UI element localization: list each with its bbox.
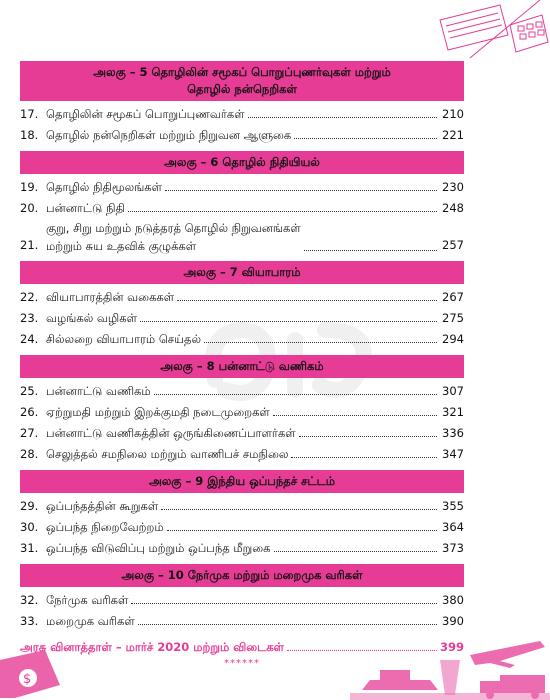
dot-leader (294, 138, 437, 139)
page-number: 390 (442, 614, 464, 628)
chapter-number: 33. (20, 614, 39, 628)
dot-leader (131, 603, 437, 604)
chapter-title: பன்னாட்டு வணிகம் (46, 384, 151, 398)
chapter-title: வழங்கல் வழிகள் (46, 311, 137, 325)
chapter-title: மறைமுக வரிகள் (46, 614, 135, 628)
page-number: 257 (442, 238, 464, 252)
page-number: 399 (440, 640, 465, 654)
page-number: 275 (442, 311, 464, 325)
unit-header (20, 355, 464, 378)
chapter-number: 18. (20, 128, 39, 142)
exam-paper-title: அரசு வினாத்தாள் – மார்ச் 2020 மற்றும் விடைகள் (20, 640, 285, 654)
table-of-contents (20, 55, 464, 669)
dot-leader (167, 530, 437, 531)
chapter-title (46, 219, 301, 255)
chapter-number: 31. (20, 541, 39, 555)
dot-leader (154, 394, 437, 395)
exam-paper-row[interactable] (20, 637, 464, 657)
unit-header (20, 151, 464, 174)
chapter-row[interactable] (20, 381, 464, 401)
chapter-row[interactable] (20, 177, 464, 197)
unit-title-line: அலகு – 5 தொழிலின் சமூகப் பொறுப்புணர்வுகள் மற்றும் (93, 65, 391, 79)
dot-leader (304, 250, 437, 251)
chapter-title: ஒப்பந்த விடுவிப்பு மற்றும் ஒப்பந்த மீறுகை (46, 541, 271, 555)
chapter-row[interactable] (20, 329, 464, 349)
chapter-number: 25. (20, 384, 39, 398)
chapter-number: 29. (20, 499, 39, 513)
unit-title-line: அலகு – 7 வியாபாரம் (183, 265, 301, 279)
dot-leader (273, 415, 437, 416)
chapter-title: பன்னாட்டு நிதி (46, 201, 125, 215)
chapter-number: 28. (20, 447, 39, 461)
unit-header (20, 61, 464, 101)
page-number: 248 (442, 201, 464, 215)
chapter-row[interactable] (20, 444, 464, 464)
page-number: 336 (442, 426, 464, 440)
dot-leader (299, 436, 437, 437)
dot-leader (161, 509, 437, 510)
page-number: 294 (442, 332, 464, 346)
chapter-number: 32. (20, 593, 39, 607)
end-stars: ****** (224, 658, 260, 669)
chapter-number: 22. (20, 290, 39, 304)
chapter-title: தொழில் நிதிமூலங்கள் (46, 180, 163, 194)
dot-leader (287, 650, 437, 651)
unit-header (20, 564, 464, 587)
unit-title-line: தொழில் நன்நெறிகள் (187, 82, 297, 96)
chapter-number: 17. (20, 107, 39, 121)
chapter-row[interactable] (20, 517, 464, 537)
dot-leader (128, 211, 437, 212)
dot-leader (138, 624, 437, 625)
chapter-title: தொழில் நன்நெறிகள் மற்றும் நிறுவன ஆளுகை (46, 128, 292, 142)
dot-leader (248, 117, 437, 118)
chapter-number: 19. (20, 180, 39, 194)
chapter-number: 30. (20, 520, 39, 534)
page-number: 307 (442, 384, 464, 398)
chapter-row[interactable] (20, 611, 464, 631)
svg-text:$: $ (23, 672, 32, 687)
page-number: 210 (442, 107, 464, 121)
page-number: 347 (442, 447, 464, 461)
chapter-title: நேர்முக வரிகள் (46, 593, 129, 607)
chapter-number: 20. (20, 201, 39, 215)
chapter-row[interactable] (20, 198, 464, 218)
chapter-row[interactable] (20, 308, 464, 328)
chapter-row[interactable] (20, 125, 464, 145)
dot-leader (177, 300, 437, 301)
page-number: 221 (442, 128, 464, 142)
chapter-row[interactable] (20, 496, 464, 516)
chapter-title: ஒப்பந்தத்தின் கூறுகள் (46, 499, 159, 513)
chapter-title: பன்னாட்டு வணிகத்தின் ஒருங்கிணைப்பாளர்கள் (46, 426, 296, 440)
dot-leader (204, 342, 437, 343)
unit-header (20, 261, 464, 284)
chapter-number: 24. (20, 332, 39, 346)
chapter-title: ஏற்றுமதி மற்றும் இறக்குமதி நடைமுறைகள் (46, 405, 270, 419)
chapter-row[interactable] (20, 402, 464, 422)
chapter-title-line: குறு, சிறு மற்றும் நடுத்தரத் தொழில் நிறுவனங்கள் (46, 221, 301, 235)
dot-leader (165, 190, 437, 191)
unit-title-line: அலகு – 6 தொழில் நிதியியல் (164, 155, 320, 169)
unit-title-line: அலகு – 9 இந்திய ஒப்பந்தச் சட்டம் (148, 474, 335, 488)
chapter-title: சில்லறை வியாபாரம் செய்தல் (46, 332, 202, 346)
chapter-title: செலுத்தல் சமநிலை மற்றும் வாணிபச் சமநிலை (46, 447, 289, 461)
page-number: 321 (442, 405, 464, 419)
unit-title-line: அலகு – 10 நேர்முக மற்றும் மறைமுக வரிகள் (121, 568, 363, 582)
chapter-row[interactable] (20, 538, 464, 558)
page-number: 267 (442, 290, 464, 304)
page-number: 230 (442, 180, 464, 194)
chapter-row[interactable] (20, 104, 464, 124)
chapter-row[interactable] (20, 287, 464, 307)
chapter-row[interactable] (20, 590, 464, 610)
chapter-number: 27. (20, 426, 39, 440)
chapter-row[interactable] (20, 423, 464, 443)
unit-header (20, 470, 464, 493)
dot-leader (274, 551, 438, 552)
page-number: 355 (442, 499, 464, 513)
page-number: 364 (442, 520, 464, 534)
chapter-title: வியாபாரத்தின் வகைகள் (46, 290, 175, 304)
chapter-number: 23. (20, 311, 39, 325)
dot-leader (291, 457, 437, 458)
chapter-number: 26. (20, 405, 39, 419)
chapter-title: தொழிலின் சமூகப் பொறுப்புணவர்கள் (46, 107, 245, 121)
chapter-title: ஒப்பந்த நிறைவேற்றம் (46, 520, 164, 534)
unit-title-line: அலகு – 8 பன்னாட்டு வணிகம் (160, 359, 324, 373)
page-number: 380 (442, 593, 464, 607)
page-number: 373 (442, 541, 464, 555)
chapter-row[interactable] (20, 219, 464, 255)
dot-leader (140, 321, 437, 322)
chapter-number: 21. (20, 238, 39, 252)
chapter-title-line: மற்றும் சுய உதவிக் குழுக்கள் (46, 239, 197, 253)
